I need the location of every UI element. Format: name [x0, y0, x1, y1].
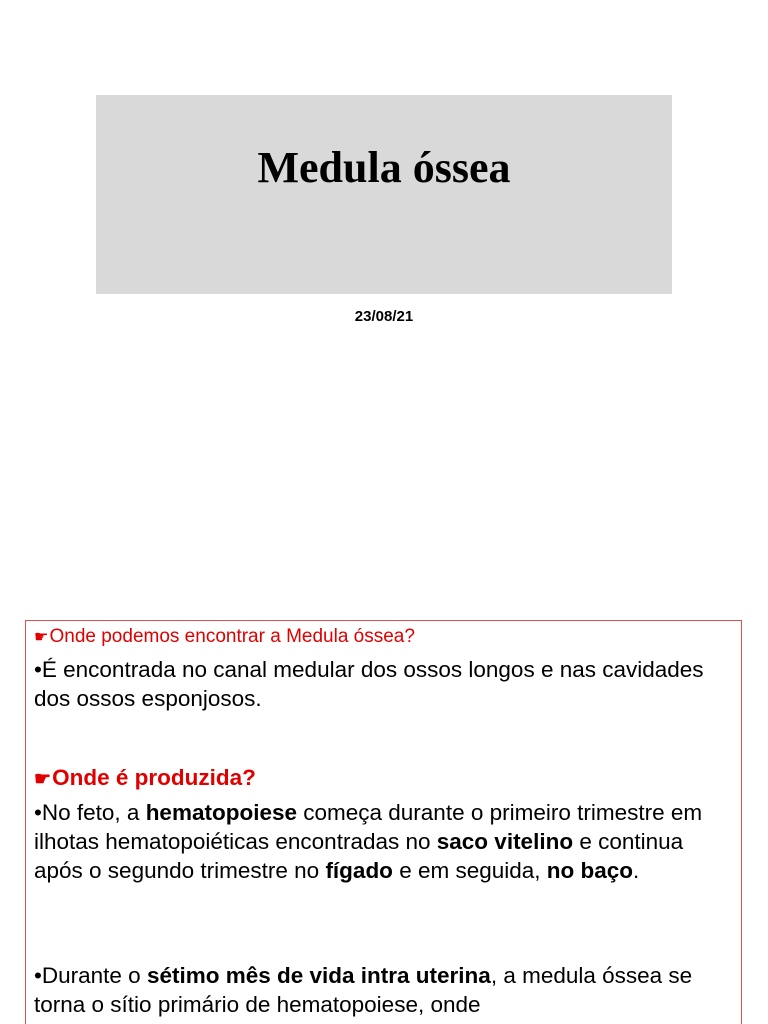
slide-title: Medula óssea	[257, 143, 511, 192]
slide-date: 23/08/21	[354, 308, 414, 325]
answer-2-text: .	[633, 858, 640, 883]
answer-1: •É encontrada no canal medular dos ossos longos e nas cavidades dos ossos esponjosos.	[34, 657, 704, 711]
pointing-hand-icon: ☛	[34, 769, 52, 790]
answer-2-text: e em seguida,	[392, 858, 547, 883]
question-1	[34, 625, 415, 649]
question-2	[34, 763, 256, 794]
answer-2-bold: fígado	[325, 858, 393, 883]
answer-2-bold: hematopoiese	[145, 800, 297, 825]
answer-3-bold: sétimo mês de vida intra uterina	[146, 963, 491, 988]
content-slide	[25, 620, 742, 1024]
answer-3-text: , a medula óssea se torna o sítio primário de hematopoiese, onde	[34, 963, 693, 1017]
answer-2-text: e continua após o segundo trimestre no	[34, 829, 684, 883]
question-1-text: Onde podemos encontrar a Medula óssea?	[49, 626, 415, 647]
answer-3-text: •Durante o	[34, 963, 147, 988]
title-box	[96, 95, 672, 294]
answer-2-text: •No feto, a	[34, 800, 146, 825]
answer-2-bold: no baço	[546, 858, 634, 883]
question-2-text: Onde é produzida?	[52, 765, 256, 790]
answer-2-bold: saco vitelino	[436, 829, 574, 854]
pointing-hand-icon: ☛	[34, 628, 49, 646]
answer-2	[34, 798, 734, 885]
answer-2-text: começa durante o primeiro trimestre em ilhotas hematopoiéticas encontradas no	[34, 800, 703, 854]
answer-3	[34, 961, 734, 1019]
